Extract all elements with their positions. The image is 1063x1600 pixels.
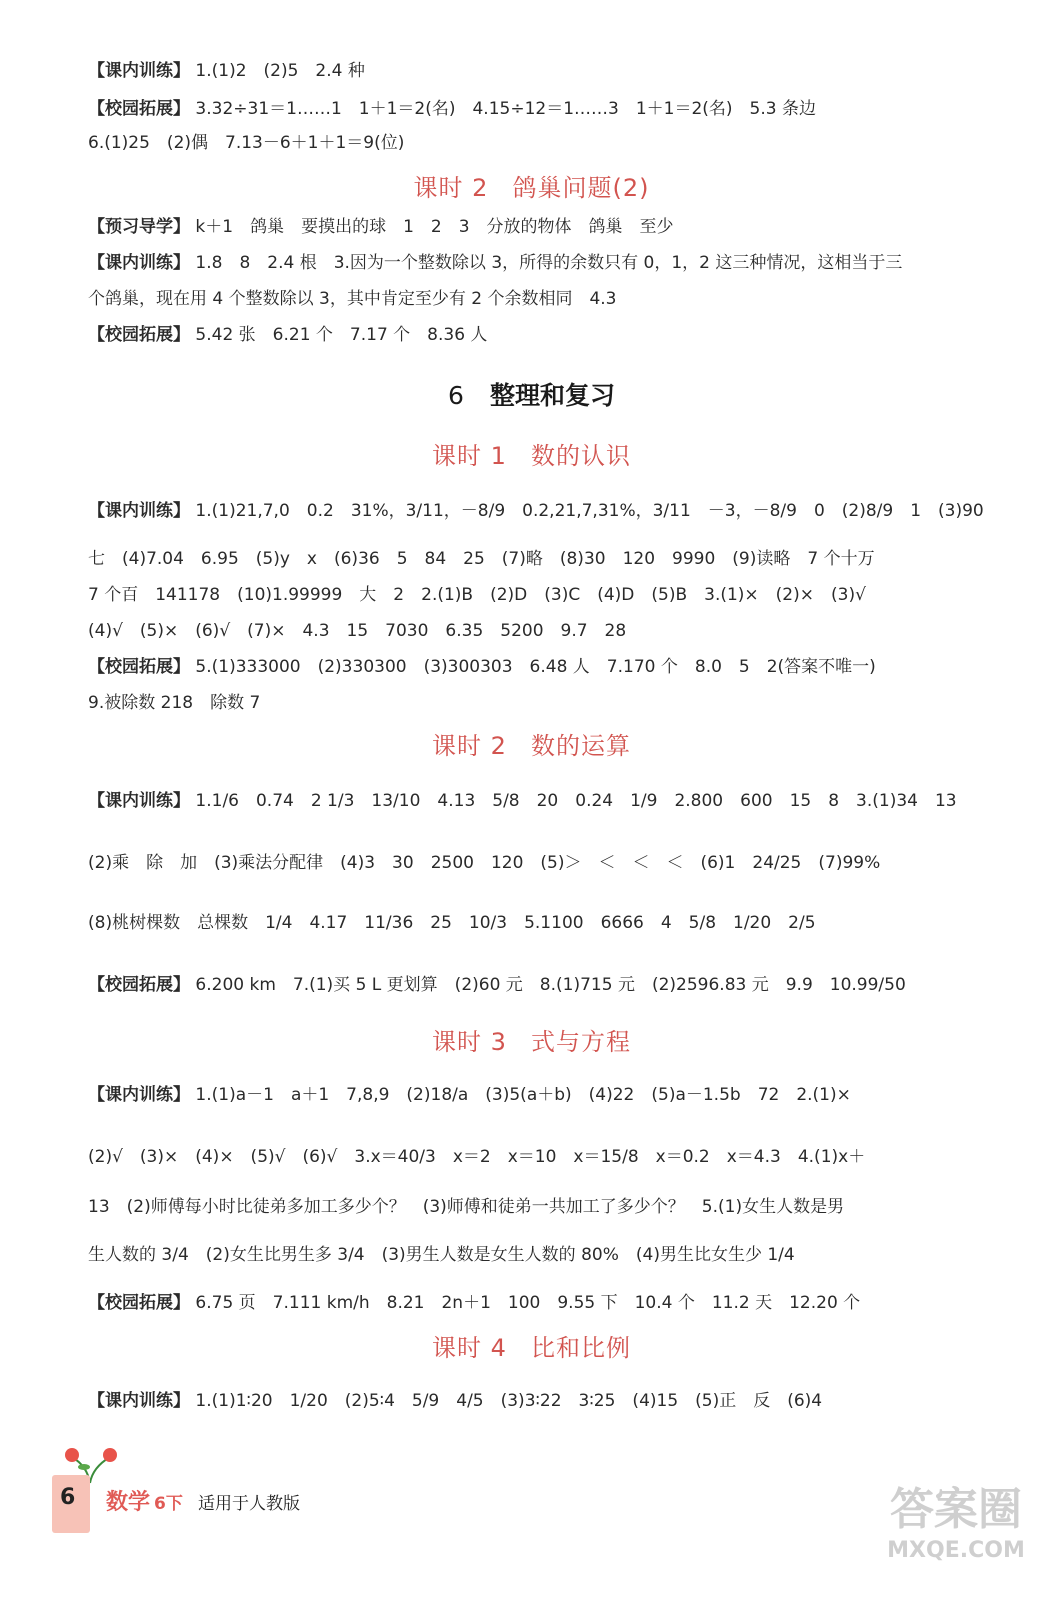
answer-line — [88, 94, 1023, 124]
book-grade: 6下 — [154, 1494, 183, 1514]
answer-line — [88, 848, 1023, 878]
lesson-heading — [0, 436, 1063, 471]
answer-text: 1.8 8 2.4 根 3.因为一个整数除以 3，所得的余数只有 0，1，2 这三种情况，这相当于三 — [195, 253, 903, 273]
answer-line — [88, 580, 1023, 610]
answer-line — [88, 212, 1023, 242]
answer-line — [88, 1240, 1023, 1270]
answer-text: 1.(1)a－1 a＋1 7,8,9 (2)18/a (3)5(a＋b) (4)22 (5)a－1.5b 72 2.(1)× — [195, 1085, 851, 1105]
answer-text: 7 个百 141178 (10)1.99999 大 2 2.(1)B (2)D (3)C (4)D (5)B 3.(1)× (2)× (3)√ — [88, 585, 866, 605]
watermark — [871, 1482, 1041, 1582]
answer-text: 1.(1)2 (2)5 2.4 种 — [195, 61, 365, 81]
answer-text: (2)乘 除 加 (3)乘法分配律 (4)3 30 2500 120 (5)＞ ＜ ＜ ＜ (6)1 24/25 (7)99% — [88, 853, 881, 873]
answer-line — [88, 652, 1023, 682]
lesson-number: 课时 2 — [432, 732, 507, 760]
section-label: 【课内训练】 — [88, 61, 190, 81]
answer-text: 七 (4)7.04 6.95 (5)y x (6)36 5 84 25 (7)略 (8)30 120 9990 (9)读略 7 个十万 — [88, 549, 875, 569]
section-label: 【课内训练】 — [88, 791, 190, 811]
watermark-logo: 答案圈 — [890, 1484, 1022, 1535]
answer-text: 生人数的 3/4 (2)女生比男生多 3/4 (3)男生人数是女生人数的 80% (4)男生比女生少 1/4 — [88, 1245, 795, 1265]
lesson-number: 课时 4 — [432, 1334, 507, 1362]
answer-line — [88, 56, 1023, 86]
answer-line — [88, 786, 1023, 816]
answer-text: 1.1/6 0.74 2 1/3 13/10 4.13 5/8 20 0.24 1/9 2.800 600 15 8 3.(1)34 13 — [195, 791, 957, 811]
watermark-url: MXQE.COM — [887, 1538, 1025, 1563]
page-number: 6 — [60, 1485, 76, 1510]
answer-line — [88, 688, 1023, 718]
answer-text: 1.(1)1∶20 1/20 (2)5∶4 5/9 4/5 (3)3∶22 3∶25 (4)15 (5)正 反 (6)4 — [195, 1391, 823, 1411]
chapter-number: 6 — [448, 381, 464, 410]
answer-line — [88, 1192, 1023, 1222]
section-label: 【校园拓展】 — [88, 657, 190, 677]
lesson-title: 鸽巢问题(2) — [512, 174, 650, 202]
answer-text: k＋1 鸽巢 要摸出的球 1 2 3 分放的物体 鸽巢 至少 — [195, 217, 674, 237]
lesson-heading — [0, 726, 1063, 761]
chapter-heading — [0, 376, 1063, 412]
answer-text: 5.42 张 6.21 个 7.17 个 8.36 人 — [195, 325, 488, 345]
lesson-heading — [0, 1328, 1063, 1363]
chapter-title: 整理和复习 — [489, 381, 615, 410]
lesson-number: 课时 1 — [432, 442, 507, 470]
section-label: 【课内训练】 — [88, 1085, 190, 1105]
answer-line — [88, 248, 1023, 278]
answer-text: 3.32÷31＝1……1 1＋1＝2(名) 4.15÷12＝1……3 1＋1＝2(名) 5.3 条边 — [195, 99, 816, 119]
answer-text: (2)√ (3)× (4)× (5)√ (6)√ 3.x＝40/3 x＝2 x＝10 x＝15/8 x＝0.2 x＝4.3 4.(1)x＋ — [88, 1147, 866, 1167]
answer-line — [88, 128, 1023, 158]
answer-line — [88, 284, 1023, 314]
page-footer — [38, 1445, 358, 1555]
answer-line — [88, 1080, 1023, 1110]
lesson-heading — [0, 168, 1063, 203]
answer-text: 6.200 km 7.(1)买 5 L 更划算 (2)60 元 8.(1)715 元 (2)2596.83 元 9.9 10.99/50 — [195, 975, 906, 995]
section-label: 【课内训练】 — [88, 501, 190, 521]
book-subject: 数学 — [106, 1490, 151, 1515]
answer-text: (4)√ (5)× (6)√ (7)× 4.3 15 7030 6.35 5200 9.7 28 — [88, 621, 627, 641]
answer-line — [88, 544, 1023, 574]
answer-text: 6.75 页 7.111 km/h 8.21 2n＋1 100 9.55 下 10.4 个 11.2 天 12.20 个 — [195, 1293, 861, 1313]
section-label: 【校园拓展】 — [88, 975, 190, 995]
lesson-number: 课时 2 — [413, 174, 489, 202]
answer-line — [88, 496, 1023, 526]
section-label: 【课内训练】 — [88, 1391, 190, 1411]
answer-text: 5.(1)333000 (2)330300 (3)300303 6.48 人 7.170 个 8.0 5 2(答案不唯一) — [195, 657, 876, 677]
answer-line — [88, 320, 1023, 350]
answer-text: (8)桃树棵数 总棵数 1/4 4.17 11/36 25 10/3 5.1100 6666 4 5/8 1/20 2/5 — [88, 913, 816, 933]
answer-line — [88, 616, 1023, 646]
answer-text: 6.(1)25 (2)偶 7.13－6＋1＋1＝9(位) — [88, 133, 405, 153]
answer-line — [88, 1288, 1023, 1318]
lesson-title: 比和比例 — [530, 1334, 631, 1362]
answer-line — [88, 908, 1023, 938]
lesson-number: 课时 3 — [432, 1028, 507, 1056]
section-label: 【校园拓展】 — [88, 325, 190, 345]
section-label: 【预习导学】 — [88, 217, 190, 237]
lesson-heading — [0, 1022, 1063, 1057]
answer-text: 1.(1)21,7,0 0.2 31%，3/11，－8/9 0.2,21,7,31%，3/11 －3，－8/9 0 (2)8/9 1 (3)90 — [195, 501, 984, 521]
book-edition: 适用于人教版 — [198, 1494, 300, 1514]
lesson-title: 数的运算 — [530, 732, 631, 760]
answer-line — [88, 1142, 1023, 1172]
lesson-title: 式与方程 — [530, 1028, 631, 1056]
answer-text: 个鸽巢，现在用 4 个整数除以 3，其中肯定至少有 2 个余数相同 4.3 — [88, 289, 617, 309]
section-label: 【课内训练】 — [88, 253, 190, 273]
answer-text: 9.被除数 218 除数 7 — [88, 693, 261, 713]
section-label: 【校园拓展】 — [88, 1293, 190, 1313]
section-label: 【校园拓展】 — [88, 99, 190, 119]
answer-line — [88, 970, 1023, 1000]
answer-text: 13 (2)师傅每小时比徒弟多加工多少个？ (3)师傅和徒弟一共加工了多少个？ 5.(1)女生人数是男 — [88, 1197, 845, 1217]
answer-line — [88, 1386, 1023, 1416]
lesson-title: 数的认识 — [530, 442, 631, 470]
